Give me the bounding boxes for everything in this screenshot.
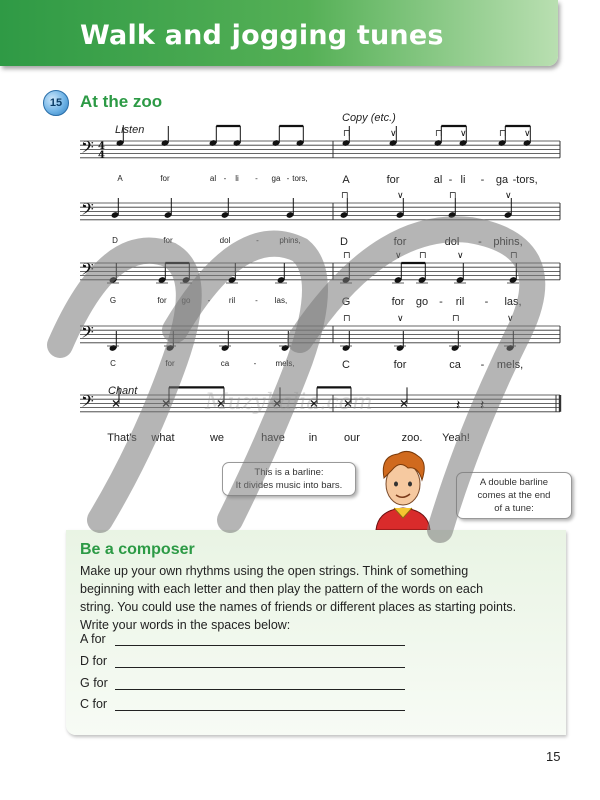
bow-marking: ⊓ [341, 191, 349, 201]
section-title: At the zoo [80, 92, 163, 111]
lyric-syllable: - [512, 174, 517, 186]
bow-marking: ⊓ [343, 251, 351, 261]
bubble-line: This is a barline: [254, 467, 324, 478]
lyric-syllable: for [157, 296, 167, 305]
lyric-syllable: tors, [516, 174, 538, 186]
bass-clef-icon: 𝄢 [81, 259, 94, 283]
bow-marking: ∨ [524, 129, 531, 139]
instruction-line: beginning with each letter and then play the pattern of the words on each [80, 582, 484, 596]
lyric-syllable: las, [504, 296, 522, 308]
chant-lyric: Yeah! [442, 432, 470, 444]
c-for-label: C for [80, 697, 108, 711]
bow-marking: ∨ [395, 251, 402, 261]
copy-label: Copy (etc.) [342, 112, 396, 124]
lyric-syllable: - [478, 236, 482, 248]
composer-title: Be a composer [80, 541, 195, 558]
bow-marking: ∨ [397, 314, 404, 324]
bow-marking: ⊓ [343, 129, 351, 139]
lyric-syllable: - [253, 359, 257, 368]
lyric-syllable: - [255, 174, 258, 183]
instruction-line: Make up your own rhythms using the open strings. Think of something [80, 564, 469, 578]
lyric-syllable: C [110, 359, 116, 368]
bow-marking: ⊓ [449, 191, 457, 201]
lyric-syllable: al [433, 174, 443, 186]
chant-lyric: what [151, 432, 175, 444]
lyric-syllable: for [391, 296, 405, 308]
lyric-syllable: phins, [493, 236, 523, 248]
lyric-syllable: las, [274, 296, 288, 305]
bow-marking: ∨ [460, 129, 467, 139]
lyric-syllable: - [207, 296, 211, 305]
lyric-syllable: D [112, 236, 118, 245]
lyric-syllable: - [255, 296, 258, 305]
lyric-syllable: ca [449, 359, 461, 371]
d-for-label: D for [80, 654, 108, 668]
chapter-title: Walk and jogging tunes [80, 20, 444, 51]
lyric-syllable: al [209, 174, 217, 183]
quarter-rest-icon: 𝄽 [480, 397, 485, 414]
lyric-syllable: for [163, 236, 173, 245]
bass-clef-icon: 𝄢 [81, 322, 94, 346]
g-for-label: G for [80, 676, 108, 690]
time-signature-bottom: 4 [98, 150, 105, 161]
lyric-syllable: A [342, 174, 350, 186]
bubble-line: comes at the end [477, 490, 551, 501]
bow-marking: ∨ [457, 251, 464, 261]
chant-label: Chant [108, 385, 138, 397]
bass-clef-icon: 𝄢 [81, 391, 94, 415]
lyric-syllable: ril [455, 296, 465, 308]
bow-marking: ∨ [505, 191, 512, 201]
chant-lyric: That's [107, 432, 137, 444]
time-signature-top: 4 [98, 141, 105, 152]
watermark-text: Muzykalia.com [205, 390, 373, 415]
lyric-syllable: - [286, 174, 290, 183]
chant-lyric: we [209, 432, 225, 444]
lyric-syllable: G [341, 296, 351, 308]
bow-marking: ∨ [397, 191, 404, 201]
lyric-syllable: for [160, 174, 170, 183]
bow-marking: ⊓ [435, 129, 443, 139]
lyric-syllable: - [223, 174, 227, 183]
lyric-syllable: mels, [496, 359, 524, 371]
bass-clef-icon: 𝄢 [81, 137, 94, 161]
lyric-syllable: li [235, 174, 239, 183]
listen-label: Listen [115, 124, 145, 136]
lyric-syllable: ga [271, 174, 281, 183]
lyric-syllable: mels, [275, 359, 295, 368]
lyric-syllable: A [117, 174, 123, 183]
bubble-line: A double barline [479, 477, 549, 488]
track-number-badge: 15 [43, 90, 69, 116]
lyric-syllable: tors, [292, 174, 308, 183]
lyric-syllable: G [109, 296, 117, 305]
bow-marking: ⊓ [510, 251, 518, 261]
lyric-syllable: - [256, 236, 259, 245]
bow-marking: ∨ [507, 314, 514, 324]
instruction-line: Write your words in the spaces below: [80, 618, 291, 632]
chant-lyric: our [344, 432, 360, 444]
bow-marking: ⊓ [452, 314, 460, 324]
lyric-syllable: for [386, 174, 400, 186]
lyric-syllable: - [480, 174, 485, 186]
lyric-syllable: - [484, 296, 489, 308]
bass-clef-icon: 𝄢 [81, 199, 94, 223]
bubble-line: of a tune: [494, 503, 534, 514]
lyric-syllable: go [181, 296, 191, 305]
lyric-syllable: ril [228, 296, 236, 305]
chant-lyric: zoo. [401, 432, 423, 444]
bow-marking: ⊓ [419, 251, 427, 261]
chant-lyric: have [261, 432, 285, 444]
page-number: 15 [546, 749, 561, 764]
lyric-syllable: - [448, 174, 453, 186]
lyric-syllable: phins, [279, 236, 301, 245]
lyric-syllable: go [415, 296, 429, 308]
lyric-syllable: dol [444, 236, 460, 248]
lyric-syllable: for [165, 359, 175, 368]
lyric-syllable: - [439, 296, 443, 308]
bow-marking: ∨ [390, 129, 397, 139]
lyric-syllable: for [393, 236, 407, 248]
bow-marking: ⊓ [343, 314, 351, 324]
bubble-line: It divides music into bars. [235, 480, 343, 491]
quarter-rest-icon: 𝄽 [456, 397, 461, 414]
lyric-syllable: ca [220, 359, 230, 368]
lyric-syllable: dol [219, 236, 231, 245]
chant-lyric: in [308, 432, 318, 444]
lyric-syllable: for [393, 359, 407, 371]
a-for-label: A for [80, 632, 106, 646]
lyric-syllable: li [460, 174, 466, 186]
instruction-line: string. You could use the names of friends or different places as starting points. [80, 600, 517, 614]
lyric-syllable: ga [495, 174, 509, 186]
lyric-syllable: - [480, 359, 485, 371]
bow-marking: ⊓ [499, 129, 507, 139]
lyric-syllable: C [342, 359, 350, 371]
lyric-syllable: D [340, 236, 348, 248]
